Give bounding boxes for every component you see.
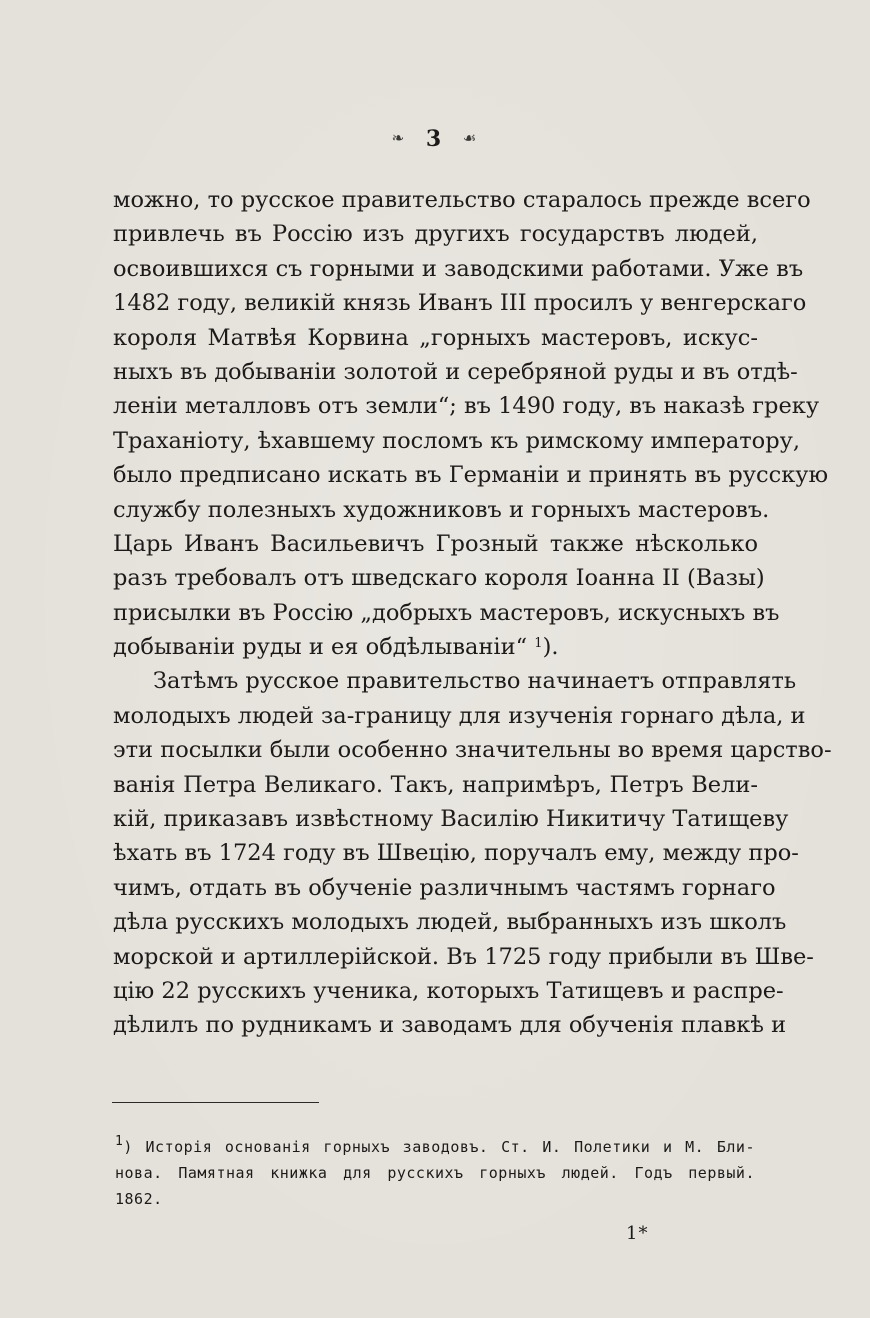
- text-line-content: добываніи руды и ея обдѣлываніи“: [113, 634, 528, 661]
- footnote-line: нова. Памятная книжка для русскихъ горныхъ людей. Годъ первый.: [115, 1164, 755, 1182]
- text-line: можно, то русское правительство старалось прежде всего: [113, 187, 811, 213]
- body-text: [113, 183, 832, 1043]
- page-header: [0, 126, 870, 152]
- text-line: освоившихся съ горными и заводскими работами. Уже въ: [113, 255, 804, 282]
- text-line: дѣла русскихъ молодыхъ людей, выбранныхъ изъ школъ: [113, 909, 787, 936]
- text-line: молодыхъ людей за-границу для изученія горнаго дѣла, и: [113, 702, 806, 729]
- text-line: леніи металловъ отъ земли“; въ 1490 году, въ наказѣ греку: [113, 393, 820, 420]
- text-line: чимъ, отдать въ обученіе различнымъ частямъ горнаго: [113, 874, 776, 901]
- text-line: ныхъ въ добываніи золотой и серебряной руды и въ отдѣ-: [113, 358, 798, 385]
- ornament-left-icon: ❧: [391, 129, 407, 147]
- text-line: цію 22 русскихъ ученика, которыхъ Татищевъ и распре-: [113, 977, 784, 1004]
- text-line: 1482 году, великій князь Иванъ III просилъ у венгерскаго: [113, 290, 807, 317]
- text-line: Траханіоту, ѣхавшему посломъ къ римскому императору,: [113, 427, 801, 454]
- text-line: [113, 630, 758, 664]
- text-line: ѣхать въ 1724 году въ Швецію, поручалъ ему, между про-: [113, 840, 799, 867]
- printer-signature-mark: 1*: [626, 1223, 649, 1244]
- footnote: [115, 1134, 755, 1212]
- text-line: Царь Иванъ Васильевичъ Грозный также нѣсколько: [113, 530, 758, 557]
- footnote-reference[interactable]: 1: [534, 636, 543, 652]
- text-line: было предписано искать въ Германіи и принять въ русскую: [113, 462, 829, 489]
- text-line: морской и артиллерійской. Въ 1725 году прибыли въ Шве-: [113, 943, 814, 970]
- footnote-marker: 1: [115, 1134, 124, 1149]
- ornament-right-icon: ☙: [462, 129, 479, 147]
- text-line: дѣлилъ по рудникамъ и заводамъ для обученія плавкѣ и: [113, 1012, 787, 1039]
- footnote-text: Исторія основанія горныхъ заводовъ. Ст. И. Полетики и М. Бли-: [145, 1138, 755, 1156]
- footnote-marker-tail: ): [123, 1138, 133, 1156]
- text-line: присылки въ Россію „добрыхъ мастеровъ, искусныхъ въ: [113, 599, 780, 626]
- footnote-line: [115, 1134, 755, 1160]
- text-line: привлечь въ Россію изъ другихъ государствъ людей,: [113, 221, 758, 248]
- footnote-divider: [112, 1102, 319, 1103]
- text-line: службу полезныхъ художниковъ и горныхъ мастеровъ.: [113, 496, 770, 523]
- text-line: разъ требовалъ отъ шведскаго короля Іоанна II (Вазы): [113, 565, 765, 592]
- page-number: 3: [425, 126, 444, 152]
- footnote-reference-tail: ).: [542, 634, 559, 661]
- text-line: Затѣмъ русское правительство начинаетъ отправлять: [153, 668, 797, 695]
- text-line: короля Матвѣя Корвина „горныхъ мастеровъ, искус-: [113, 324, 758, 351]
- text-line: кій, приказавъ извѣстному Василію Никитичу Татищеву: [113, 806, 789, 833]
- text-line: ванія Петра Великаго. Такъ, напримѣръ, Петръ Вели-: [113, 771, 758, 798]
- text-line: эти посылки были особенно значительны во время царство-: [113, 737, 832, 764]
- footnote-line: 1862.: [115, 1190, 163, 1208]
